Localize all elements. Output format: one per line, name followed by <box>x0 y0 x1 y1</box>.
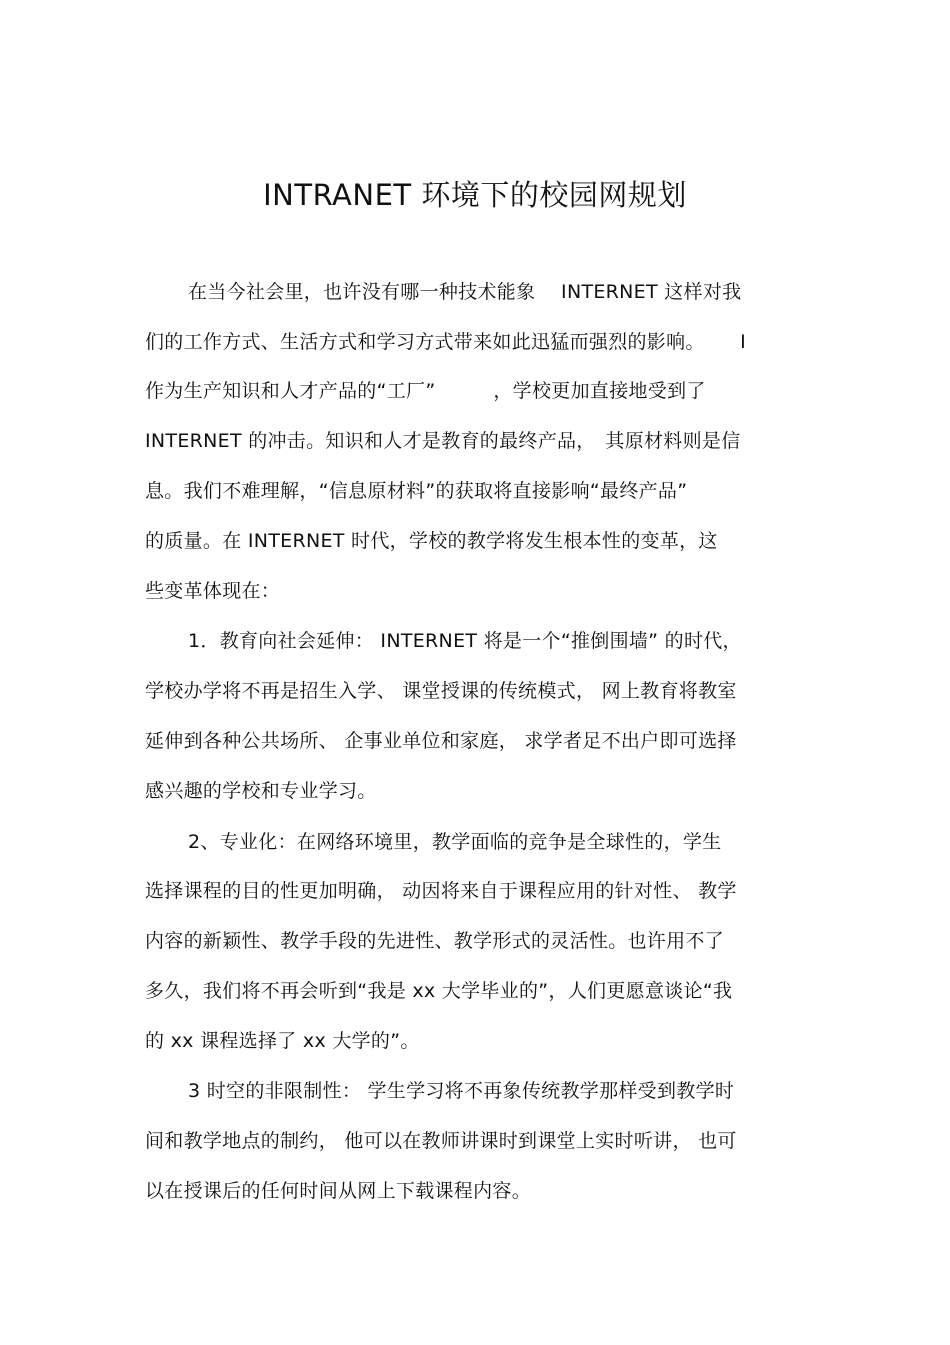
paragraph-line: 作为生产知识和人才产品的“工厂” ，学校更加直接地受到了 <box>145 380 706 402</box>
paragraph-line: 们的工作方式、生活方式和学习方式带来如此迅猛而强烈的影响。 I <box>145 331 747 353</box>
paragraph-line: 2、专业化：在网络环境里，教学面临的竞争是全球性的，学生 <box>188 831 722 853</box>
paragraph-line: 选择课程的目的性更加明确， 动因将来自于课程应用的针对性、 教学 <box>145 880 737 902</box>
document-title: INTRANET 环境下的校园网规划 <box>263 178 687 212</box>
paragraph-line: 学校办学将不再是招生入学、 课堂授课的传统模式， 网上教育将教室 <box>145 680 737 702</box>
paragraph-line: 多久，我们将不再会听到“我是 xx 大学毕业的”，人们更愿意谈论“我 <box>145 980 733 1002</box>
paragraph-line: 感兴趣的学校和专业学习。 <box>145 780 377 802</box>
paragraph-line: 延伸到各种公共场所、 企事业单位和家庭， 求学者足不出户即可选择 <box>145 730 737 752</box>
paragraph-line: INTERNET 的冲击。知识和人才是教育的最终产品， 其原材料则是信 <box>145 430 741 452</box>
paragraph-line: 在当今社会里，也许没有哪一种技术能象 INTERNET 这样对我 <box>188 281 742 303</box>
paragraph-line: 1．教育向社会延伸： INTERNET 将是一个“推倒围墙” 的时代， <box>188 630 742 652</box>
paragraph-line: 息。我们不难理解，“信息原材料”的获取将直接影响“最终产品” <box>145 480 688 502</box>
paragraph-line: 的 xx 课程选择了 xx 大学的”。 <box>145 1030 420 1052</box>
paragraph-line: 以在授课后的任何时间从网上下载课程内容。 <box>145 1180 532 1202</box>
paragraph-line: 内容的新颖性、教学手段的先进性、教学形式的灵活性。也许用不了 <box>145 930 725 952</box>
paragraph-line: 的质量。在 INTERNET 时代，学校的教学将发生根本性的变革，这 <box>145 530 718 552</box>
paragraph-line: 3 时空的非限制性： 学生学习将不再象传统教学那样受到教学时 <box>188 1080 735 1102</box>
paragraph-line: 些变革体现在： <box>145 580 281 602</box>
paragraph-line: 间和教学地点的制约， 他可以在教师讲课时到课堂上实时听讲， 也可 <box>145 1130 737 1152</box>
